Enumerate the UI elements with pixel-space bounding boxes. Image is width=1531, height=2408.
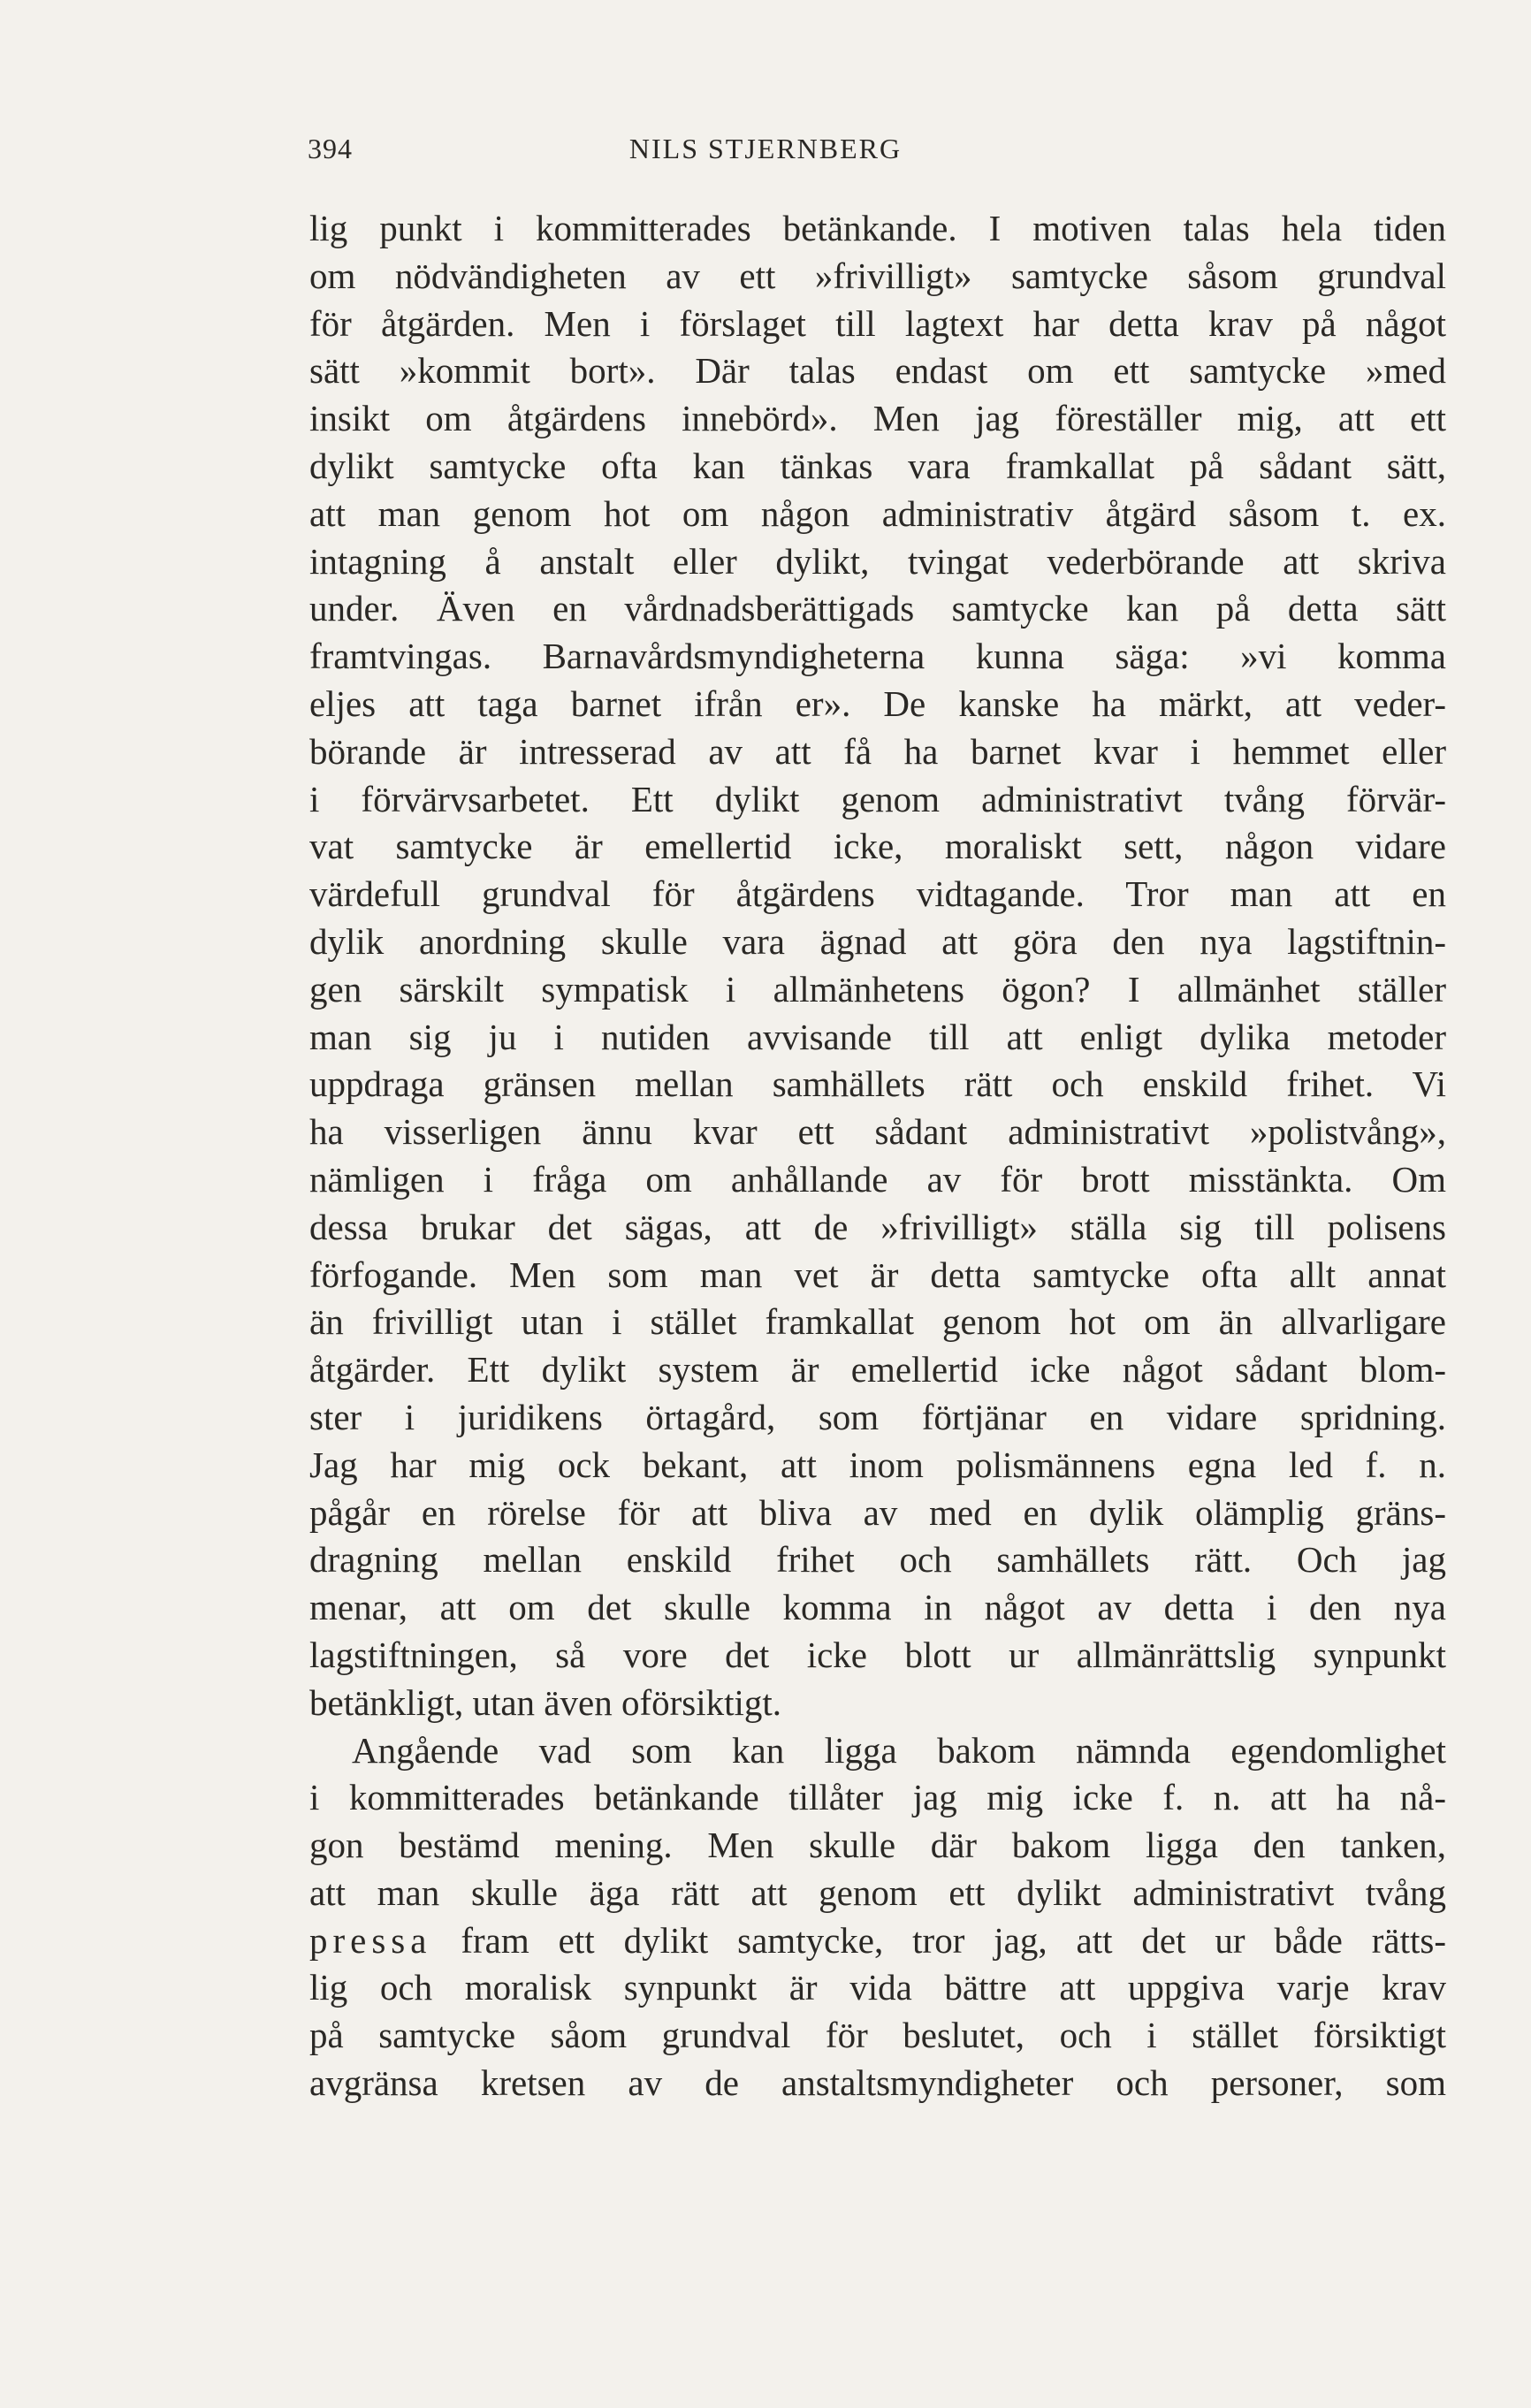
text-line: ha visserligen ännu kvar ett sådant administrativt »polistvång», [309, 1111, 1446, 1153]
text-line: dylikt samtycke ofta kan tänkas vara framkallat på sådant sätt, [309, 445, 1446, 486]
text-line: börande är intresserad av att få ha barnet kvar i hemmet eller [309, 730, 1446, 772]
text-line: om nödvändigheten av ett »frivilligt» samtycke såsom grundval [309, 255, 1446, 296]
text-line: dessa brukar det sägas, att de »frivilligt» ställa sig till polisens [309, 1206, 1446, 1247]
text-line: framtvingas. Barnavårdsmyndigheterna kunna säga: »vi komma [309, 636, 1446, 677]
text-line: menar, att om det skulle komma in något av detta i den nya [309, 1587, 1446, 1628]
paragraph-start-line: Angående vad som kan ligga bakom nämnda egendomlighet [352, 1729, 1446, 1771]
text-line: på samtycke såom grundval för beslutet, och i stället försiktigt [309, 2015, 1446, 2056]
text-line: sätt »kommit bort». Där talas endast om ett samtycke »med [309, 350, 1446, 392]
text-line: gen särskilt sympatisk i allmänhetens ögon? I allmänhet ställer [309, 968, 1446, 1010]
emphasis-line [309, 1917, 1446, 1965]
text-line: intagning å anstalt eller dylikt, tvingat vederbörande att skriva [309, 540, 1446, 582]
paragraph-end-line: betänkligt, utan även oförsiktigt. [309, 1681, 782, 1723]
spaced-emphasis-word: pressa [309, 1919, 432, 1961]
text-line: förfogande. Men som man vet är detta samtycke ofta allt annat [309, 1254, 1446, 1295]
page-number: 394 [308, 133, 353, 164]
text-line: Jag har mig ock bekant, att inom polismännens egna led f. n. [309, 1444, 1446, 1485]
text-line: åtgärder. Ett dylikt system är emellertid icke något sådant blom- [309, 1349, 1446, 1391]
text-line: under. Även en vårdnadsberättigads samtycke kan på detta sätt [309, 588, 1446, 629]
text-line: insikt om åtgärdens innebörd». Men jag föreställer mig, att ett [309, 398, 1446, 439]
text-line: ster i juridikens örtagård, som förtjänar en vidare spridning. [309, 1396, 1446, 1437]
text-line: nämligen i fråga om anhållande av för brott misstänkta. Om [309, 1158, 1446, 1200]
running-title: NILS STJERNBERG [628, 133, 903, 164]
text-line: gon bestämd mening. Men skulle där bakom ligga den tanken, [309, 1825, 1446, 1866]
text-line: uppdraga gränsen mellan samhällets rätt och enskild frihet. Vi [309, 1063, 1446, 1105]
text-line: eljes att taga barnet ifrån er». De kanske ha märkt, att veder- [309, 682, 1446, 724]
text-line: dragning mellan enskild frihet och samhällets rätt. Och jag [309, 1539, 1446, 1581]
text-line: man sig ju i nutiden avvisande till att enligt dylika metoder [309, 1016, 1446, 1057]
text-line: värdefull grundval för åtgärdens vidtagande. Tror man att en [309, 873, 1446, 915]
text-line: i förvärvsarbetet. Ett dylikt genom administrativt tvång förvär- [309, 778, 1446, 819]
text-line: vat samtycke är emellertid icke, moraliskt sett, någon vidare [309, 826, 1446, 867]
text-line: lig och moralisk synpunkt är vida bättre att uppgiva varje krav [309, 1967, 1446, 2008]
text-line: avgränsa kretsen av de anstaltsmyndigheter och personer, som [309, 2062, 1446, 2104]
text-line: att man skulle äga rätt att genom ett dylikt administrativt tvång [309, 1871, 1446, 1913]
text-line: att man genom hot om någon administrativ åtgärd såsom t. ex. [309, 492, 1446, 534]
text-line: pågår en rörelse för att bliva av med en dylik olämplig gräns- [309, 1491, 1446, 1533]
text-line: lagstiftningen, så vore det icke blott ur allmänrättslig synpunkt [309, 1634, 1446, 1675]
body-text [309, 205, 1446, 2107]
text-line: i kommitterades betänkande tillåter jag mig icke f. n. att ha nå- [309, 1777, 1446, 1818]
emphasis-line-rest: fram ett dylikt samtycke, tror jag, att det ur både rätts- [431, 1919, 1446, 1961]
text-line: lig punkt i kommitterades betänkande. I motiven talas hela tiden [309, 208, 1446, 248]
text-line: för åtgärden. Men i förslaget till lagtext har detta krav på något [309, 302, 1446, 344]
text-line: dylik anordning skulle vara ägnad att göra den nya lagstiftnin- [309, 920, 1446, 962]
text-line: än frivilligt utan i stället framkallat genom hot om än allvarligare [309, 1301, 1446, 1343]
